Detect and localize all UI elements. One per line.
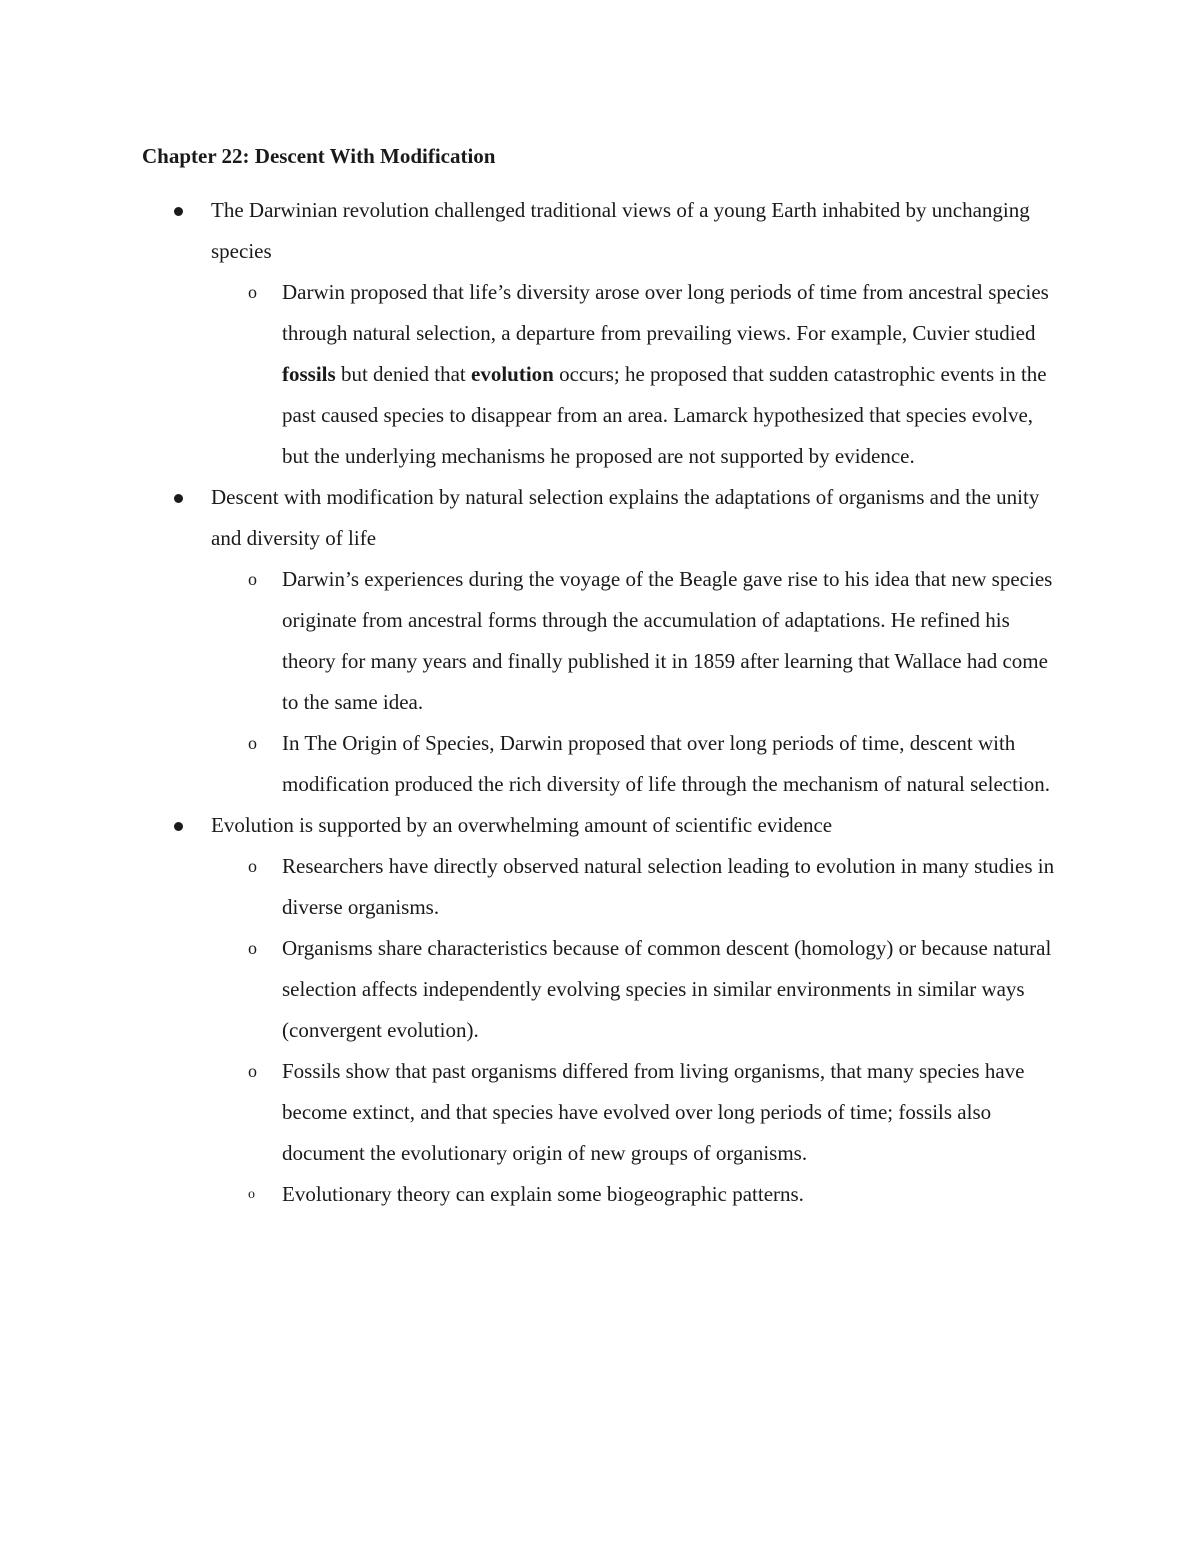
document-content	[142, 140, 1062, 1215]
circle-bullet-icon: o	[248, 1061, 257, 1081]
list-item	[142, 559, 1062, 723]
sub-bullet-text: Researchers have directly observed natural selection leading to evolution in many studies in diverse organisms.	[282, 854, 1055, 919]
bullet-text: Descent with modification by natural selection explains the adaptations of organisms and the unity and diversity of life	[211, 485, 1040, 550]
list-item	[142, 477, 1062, 805]
circle-bullet-icon: o	[248, 733, 257, 753]
sub-bullet-text: Organisms share characteristics because of common descent (homology) or because natural selection affects independently evolving species in similar environments in similar ways (convergent evolution).	[282, 936, 1052, 1042]
sub-bullet-list	[211, 559, 1062, 805]
circle-bullet-icon: o	[248, 282, 257, 302]
bullet-text: Evolution is supported by an overwhelming amount of scientific evidence	[211, 813, 833, 837]
list-item	[142, 928, 1062, 1051]
sub-bullet-text: In The Origin of Species, Darwin proposed that over long periods of time, descent with modification produced the rich diversity of life through the mechanism of natural selection.	[282, 731, 1051, 796]
circle-bullet-icon: o	[248, 569, 257, 589]
sub-bullet-list	[211, 846, 1062, 1215]
list-item	[142, 1174, 1062, 1215]
bullet-icon	[174, 494, 183, 503]
sub-bullet-list	[211, 272, 1062, 477]
bullet-text: The Darwinian revolution challenged traditional views of a young Earth inhabited by unchanging species	[211, 198, 1030, 263]
list-item	[142, 272, 1062, 477]
circle-bullet-icon: o	[248, 1187, 255, 1202]
bullet-icon	[174, 822, 183, 831]
sub-bullet-text: Darwin’s experiences during the voyage of the Beagle gave rise to his idea that new species originate from ancestral forms through the accumulation of adaptations. He refined his theory for many years and finally published it in 1859 after learning that Wallace had come to the same idea.	[282, 567, 1053, 714]
bold-term: evolution	[471, 362, 554, 386]
main-bullet-list	[142, 190, 1062, 1215]
list-item	[142, 846, 1062, 928]
circle-bullet-icon: o	[248, 938, 257, 958]
sub-bullet-text: Evolutionary theory can explain some biogeographic patterns.	[282, 1182, 804, 1206]
chapter-title: Chapter 22: Descent With Modification	[142, 144, 496, 168]
list-item	[142, 190, 1062, 477]
bold-term: fossils	[282, 362, 336, 386]
bullet-icon	[174, 207, 183, 216]
sub-bullet-text: Fossils show that past organisms differed from living organisms, that many species have become extinct, and that species have evolved over long periods of time; fossils also document the evolutionary origin of new groups of organisms.	[282, 1059, 1025, 1165]
list-item	[142, 1051, 1062, 1174]
list-item	[142, 723, 1062, 805]
circle-bullet-icon: o	[248, 856, 257, 876]
sub-bullet-text: Darwin proposed that life’s diversity arose over long periods of time from ancestral species through natural selection, a departure from prevailing views. For example, Cuvier studied fossils but denied that evolution occurs; he proposed that sudden catastrophic events in the past caused species to disappear from an area. Lamarck hypothesized that species evolve, but the underlying mechanisms he proposed are not supported by evidence.	[282, 280, 1049, 468]
list-item	[142, 805, 1062, 1215]
